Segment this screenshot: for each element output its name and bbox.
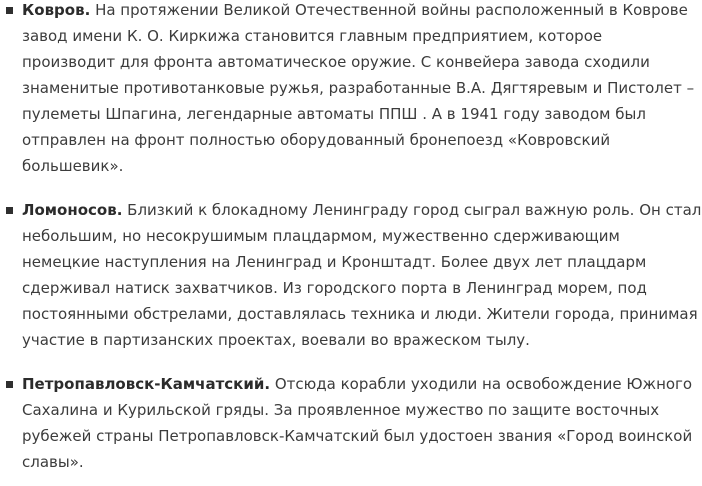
paragraph-line: производит для фронта автоматическое оружие. С конвейера завода сходили <box>22 53 650 71</box>
bullet-marker <box>6 207 13 214</box>
line <box>22 371 702 397</box>
paragraph-line: немецкие наступления на Ленинград и Кронштадт. Более двух лет плацдарм <box>22 253 647 271</box>
line <box>22 0 702 23</box>
paragraph-line: сдерживал натиск захватчиков. Из городского порта в Ленинград морем, под <box>22 279 647 297</box>
paragraph-line: Близкий к блокадному Ленинграду город сыграл важную роль. Он стал <box>122 201 702 219</box>
list-item-lomonosov <box>0 197 702 353</box>
city-name: Ковров. <box>22 1 91 19</box>
paragraph-line: знаменитые противотанковые ружья, разработанные В.А. Дягтяревым и Пистолет – <box>22 79 695 97</box>
paragraph-line: завод имени К. О. Киркижа становится главным предприятием, которое <box>22 27 603 45</box>
paragraph-line: Отсюда корабли уходили на освобождение Южного <box>270 375 693 393</box>
paragraph-line: славы». <box>22 453 84 471</box>
paragraph-line: большевик». <box>22 157 124 175</box>
paragraph-line: На протяжении Великой Отечественной войны расположенный в Коврове <box>90 1 688 19</box>
paragraph-line: отправлен на фронт полностью оборудованный бронепоезд «Ковровский <box>22 131 611 149</box>
bullet-marker <box>6 7 13 14</box>
list-item-petropavlovsk <box>0 371 702 475</box>
bullet-marker <box>6 381 13 388</box>
paragraph-line: рубежей страны Петропавловск-Камчатский был удостоен звания «Город воинской <box>22 427 693 445</box>
paragraph-line: пулеметы Шпагина, легендарные автоматы ППШ . А в 1941 году заводом был <box>22 105 646 123</box>
paragraph-line: Сахалина и Курильской гряды. За проявленное мужество по защите восточных <box>22 401 660 419</box>
paragraph-line: участие в партизанских проектах, воевали во вражеском тылу. <box>22 331 530 349</box>
paragraph-line: небольшим, но несокрушимым плацдармом, мужественно сдерживающим <box>22 227 620 245</box>
paragraph-line: постоянными обстрелами, доставлялась техника и люди. Жители города, принимая <box>22 305 698 323</box>
city-name: Ломоносов. <box>22 201 123 219</box>
line <box>22 197 702 223</box>
list-item-kovrov <box>0 0 702 179</box>
city-name: Петропавловск-Камчатский. <box>22 375 271 393</box>
